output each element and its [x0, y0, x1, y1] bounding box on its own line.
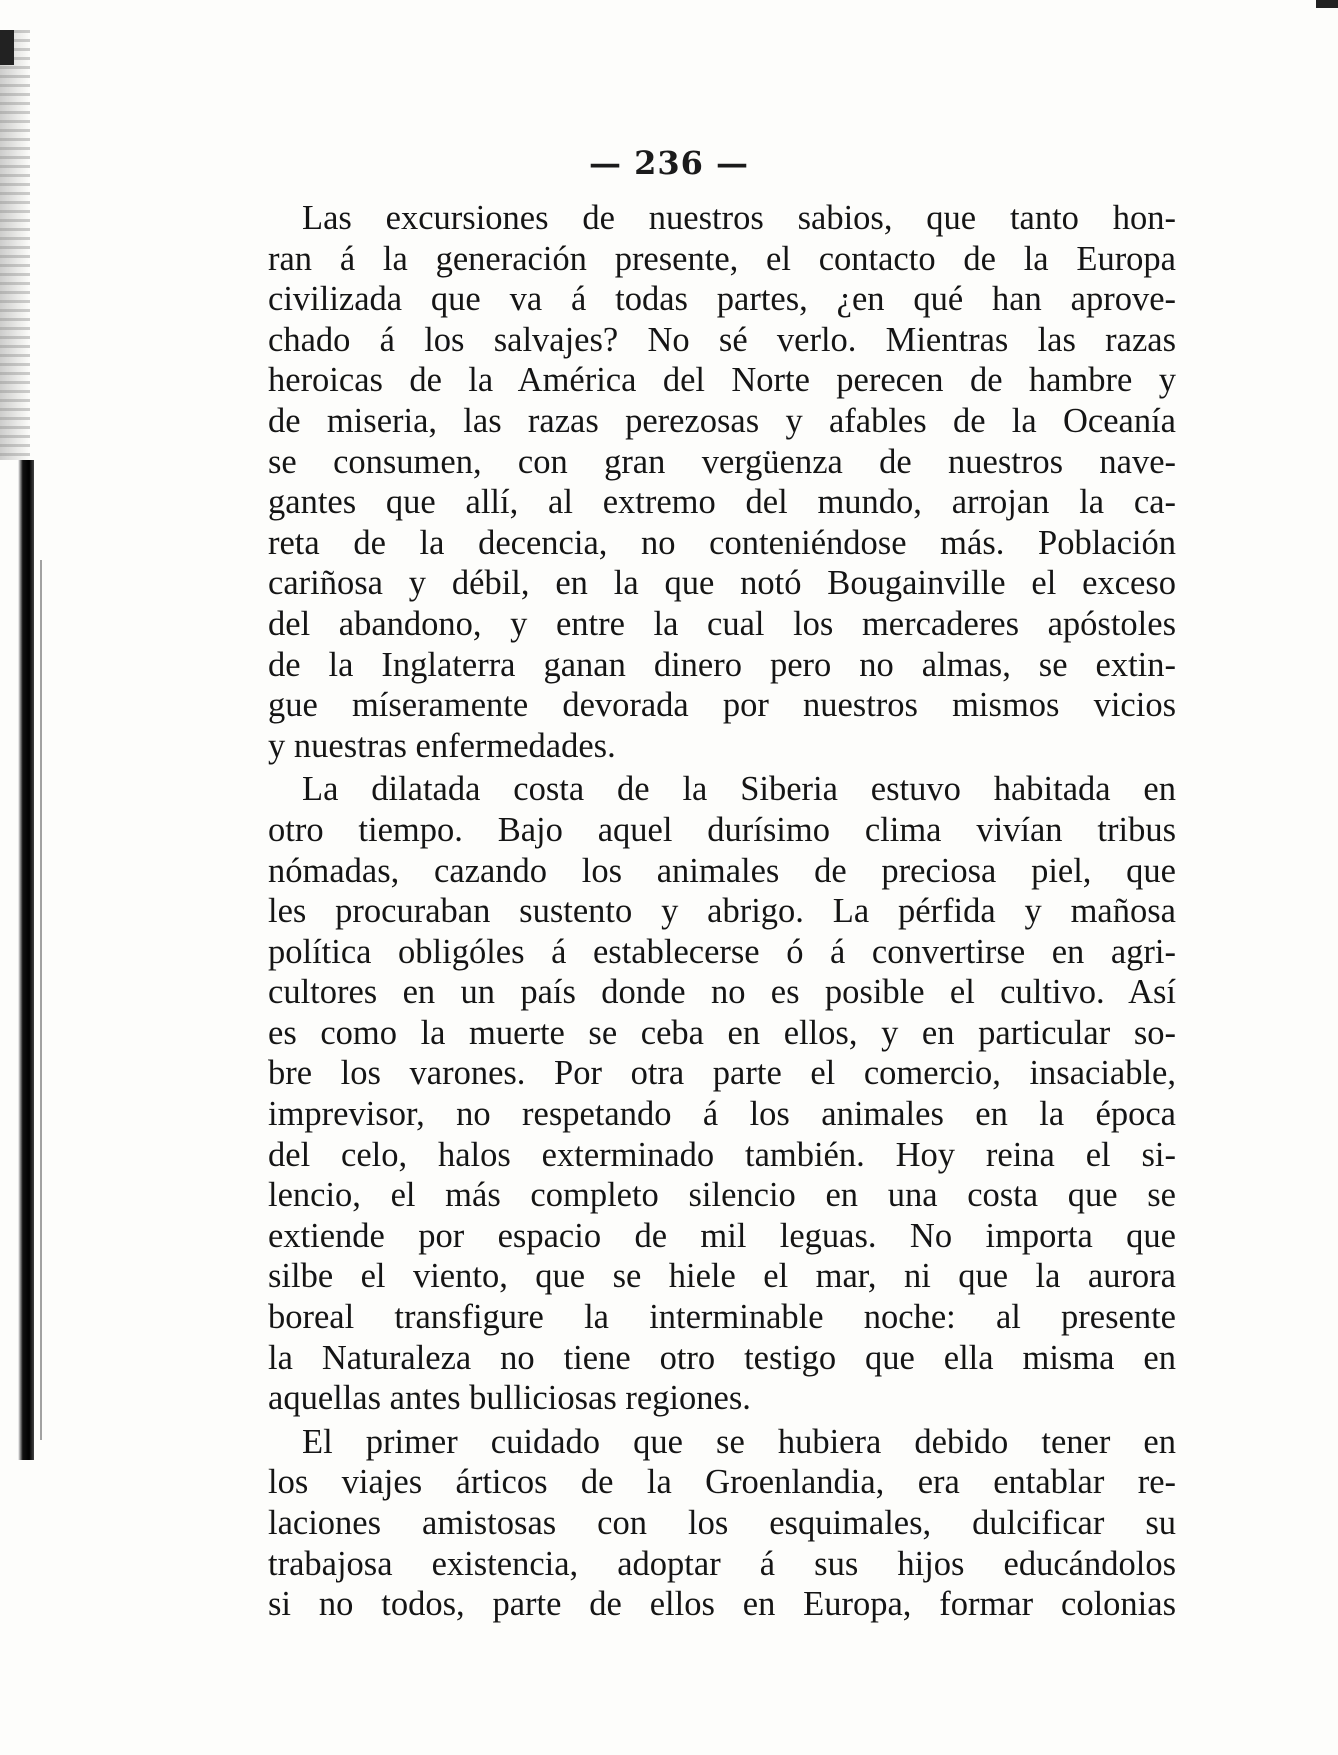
text-line: lencio, el más completo silencio en una costa que se — [268, 1176, 1176, 1215]
text-line: es como la muerte se ceba en ellos, y en particular so- — [268, 1013, 1176, 1052]
text-line: otro tiempo. Bajo aquel durísimo clima vivían tribus — [268, 810, 1176, 849]
text-line: nómadas, cazando los animales de preciosa piel, que — [268, 851, 1176, 890]
text-line: aquellas antes bulliciosas regiones. — [268, 1379, 751, 1418]
page-number: — 236 — — [588, 144, 750, 182]
paragraph-3 — [268, 1422, 1176, 1625]
text-line: La dilatada costa de la Siberia estuvo habitada en — [302, 770, 1176, 809]
text-line: les procuraban sustento y abrigo. La pérfida y mañosa — [268, 892, 1176, 931]
body-text — [268, 198, 1176, 1625]
text-line: de miseria, las razas perezosas y afables de la Oceanía — [268, 401, 1176, 440]
text-line: del celo, halos exterminado también. Hoy reina el si- — [268, 1135, 1176, 1174]
binding-edge-top-mark — [0, 30, 14, 65]
text-line: heroicas de la América del Norte perecen de hambre y — [268, 361, 1176, 400]
text-line: civilizada que va á todas partes, ¿en qué han aprove- — [268, 280, 1176, 319]
text-line: chado á los salvajes? No sé verlo. Mientras las razas — [268, 320, 1176, 359]
text-line: cariñosa y débil, en la que notó Bougainville el exceso — [268, 564, 1176, 603]
scan-corner-mark — [1316, 0, 1338, 8]
text-line: silbe el viento, que se hiele el mar, ni que la aurora — [268, 1257, 1176, 1296]
text-line: boreal transfigure la interminable noche: al presente — [268, 1298, 1176, 1337]
text-line: de la Inglaterra ganan dinero pero no almas, se extin- — [268, 645, 1176, 684]
text-line: si no todos, parte de ellos en Europa, formar colonias — [268, 1585, 1176, 1624]
text-line: trabajosa existencia, adoptar á sus hijos educándolos — [268, 1544, 1176, 1583]
spine-shadow-bar — [18, 460, 34, 1460]
text-line: gue míseramente devorada por nuestros mismos vicios — [268, 686, 1176, 725]
text-line: imprevisor, no respetando á los animales en la época — [268, 1095, 1176, 1134]
paragraph-1 — [268, 198, 1176, 766]
text-line: extiende por espacio de mil leguas. No importa que — [268, 1216, 1176, 1255]
text-line: laciones amistosas con los esquimales, dulcificar su — [268, 1504, 1176, 1542]
binding-edge-shadow — [0, 30, 30, 460]
text-line: del abandono, y entre la cual los mercaderes apóstoles — [268, 604, 1176, 643]
spine-line — [40, 560, 42, 1440]
text-line: bre los varones. Por otra parte el comercio, insaciable, — [268, 1054, 1176, 1093]
text-line: Las excursiones de nuestros sabios, que tanto hon- — [302, 199, 1176, 237]
text-line: la Naturaleza no tiene otro testigo que ella misma en — [268, 1338, 1176, 1377]
text-line: El primer cuidado que se hubiera debido tener en — [302, 1422, 1176, 1461]
text-line: y nuestras enfermedades. — [268, 726, 616, 765]
text-line: ran á la generación presente, el contacto de la Europa — [268, 239, 1176, 278]
text-line: reta de la decencia, no conteniéndose más. Población — [268, 523, 1176, 562]
paragraph-2 — [268, 769, 1176, 1419]
text-line: se consumen, con gran vergüenza de nuestros nave- — [268, 442, 1176, 481]
text-line: política obligóles á establecerse ó á convertirse en agri- — [268, 932, 1176, 971]
text-line: cultores en un país donde no es posible el cultivo. Así — [268, 973, 1176, 1012]
text-line: gantes que allí, al extremo del mundo, arrojan la ca- — [268, 483, 1176, 522]
text-line: los viajes árticos de la Groenlandia, era entablar re- — [268, 1463, 1176, 1502]
